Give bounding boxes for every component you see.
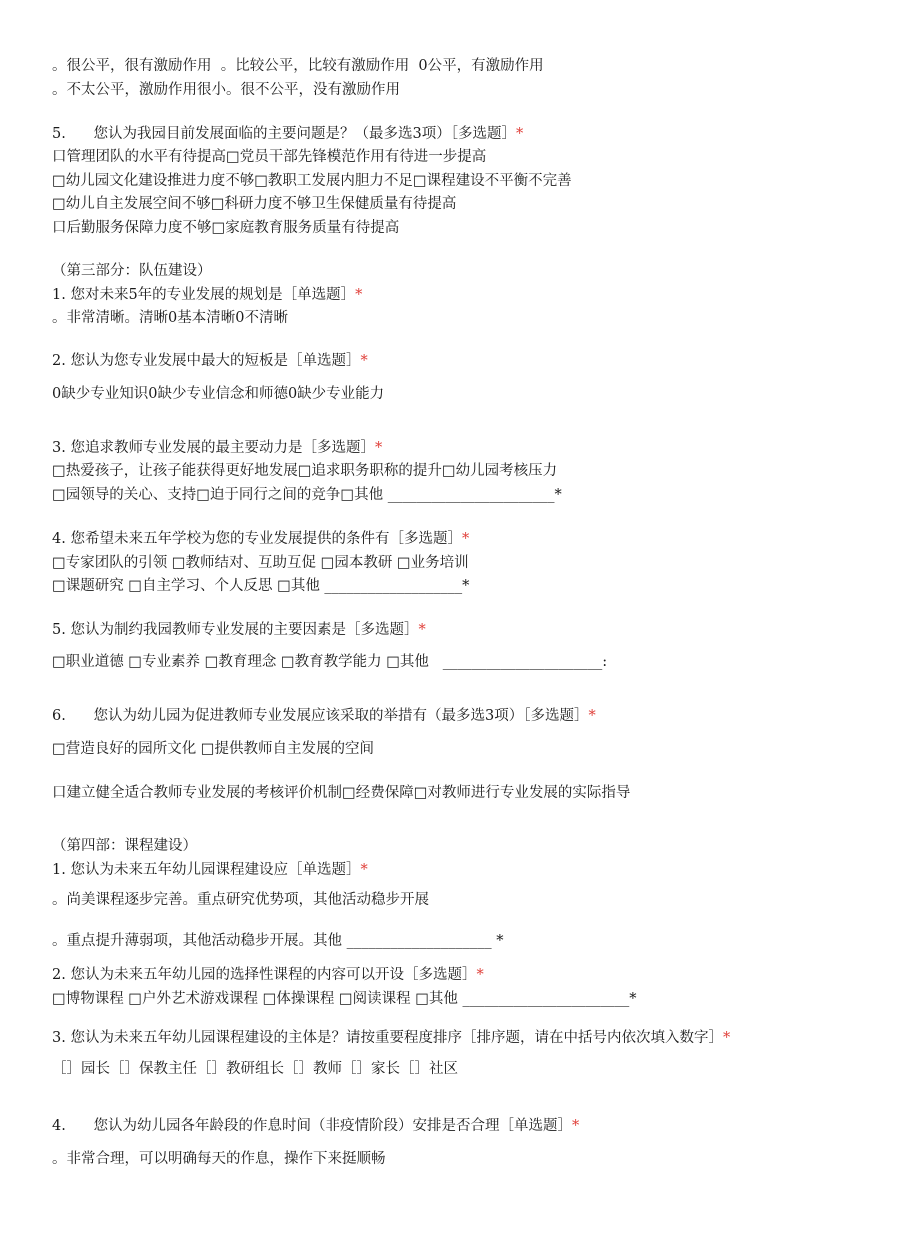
question-title: 6. 您认为幼儿园为促进教师专业发展应该采取的举措有（最多选3项）［多选题］*	[52, 708, 596, 724]
section-heading: （第三部分：队伍建设）	[52, 263, 212, 279]
option-line: 。非常合理，可以明确每天的作息，操作下来挺顺畅	[52, 1151, 386, 1167]
required-star: *	[572, 1118, 580, 1134]
option-line: 。非常清晰。清晰0基本清晰0不清晰	[52, 310, 288, 326]
option-line: □园领导的关心、支持□迫于同行之间的竞争□其他 _______________________*	[52, 487, 562, 503]
option-line: 。重点提升薄弱项，其他活动稳步开展。其他 ____________________ *	[52, 933, 504, 949]
option-line: 0缺少专业知识0缺少专业信念和师德0缺少专业能力	[52, 386, 385, 402]
required-star: *	[588, 708, 596, 724]
question-title: 4. 您认为幼儿园各年龄段的作息时间（非疫情阶段）安排是否合理［单选题］*	[52, 1118, 580, 1134]
required-star: *	[722, 1030, 731, 1046]
option-line: 口建立健全适合教师专业发展的考核评价机制□经费保障□对教师进行专业发展的实际指导	[52, 785, 631, 801]
option-line: □幼儿自主发展空间不够□科研力度不够卫生保健质量有待提高	[52, 196, 457, 212]
required-star: *	[461, 531, 470, 547]
question-title: 4. 您希望未来五年学校为您的专业发展提供的条件有［多选题］*	[52, 531, 470, 547]
option-line: □专家团队的引领 □教师结对、互助互促 □园本教研 □业务培训	[52, 555, 469, 571]
required-star: *	[476, 967, 484, 983]
section-heading: （第四部：课程建设）	[52, 838, 197, 854]
required-star: *	[515, 126, 524, 142]
required-star: *	[418, 622, 426, 638]
option-line: 口后勤服务保障力度不够□家庭教育服务质量有待提高	[52, 220, 400, 236]
option-line: □热爱孩子，让孩子能获得更好地发展□追求职务职称的提升□幼儿园考核压力	[52, 463, 558, 479]
option-line: □博物课程 □户外艺术游戏课程 □体操课程 □阅读课程 □其他 _______________________*	[52, 991, 637, 1007]
question-title: 2. 您认为未来五年幼儿园的选择性课程的内容可以开设［多选题］*	[52, 967, 484, 983]
option-line: □职业道德 □专业素养 □教育理念 □教育教学能力 □其他 ______________________:	[52, 654, 608, 670]
question-title: 5. 您认为制约我园教师专业发展的主要因素是［多选题］*	[52, 622, 426, 638]
question-title: 3. 您认为未来五年幼儿园课程建设的主体是？请按重要程度排序［排序题，请在中括号内依次填入数字］*	[52, 1030, 731, 1046]
option-line: □营造良好的园所文化 □提供教师自主发展的空间	[52, 741, 375, 757]
option-line: □课题研究 □自主学习、个人反思 □其他 ___________________*	[52, 578, 470, 594]
question-title: 2. 您认为您专业发展中最大的短板是［单选题］*	[52, 353, 368, 369]
question-title: 3. 您追求教师专业发展的最主要动力是［多选题］*	[52, 440, 383, 456]
question-title: 5. 您认为我园目前发展面临的主要问题是？（最多选3项）［多选题］*	[52, 126, 524, 142]
required-star: *	[374, 440, 383, 456]
option-line: 。很公平，很有激励作用 。比较公平，比较有激励作用 0公平，有激励作用	[52, 58, 544, 74]
option-line: ［］园长［］保教主任［］教研组长［］教师［］家长［］社区	[52, 1061, 458, 1077]
question-title: 1. 您对未来5年的专业发展的规划是［单选题］*	[52, 287, 363, 303]
option-line: 口管理团队的水平有待提高□党员干部先锋模范作用有待进一步提高	[52, 149, 487, 165]
option-line: 。尚美课程逐步完善。重点研究优势项，其他活动稳步开展	[52, 892, 429, 908]
required-star: *	[360, 862, 368, 878]
question-title: 1. 您认为未来五年幼儿园课程建设应［单选题］*	[52, 862, 368, 878]
required-star: *	[355, 287, 363, 303]
option-line: 。不太公平，激励作用很小。很不公平，没有激励作用	[52, 82, 400, 98]
option-line: □幼儿园文化建设推进力度不够□教职工发展内胆力不足□课程建设不平衡不完善	[52, 173, 572, 189]
required-star: *	[360, 353, 368, 369]
